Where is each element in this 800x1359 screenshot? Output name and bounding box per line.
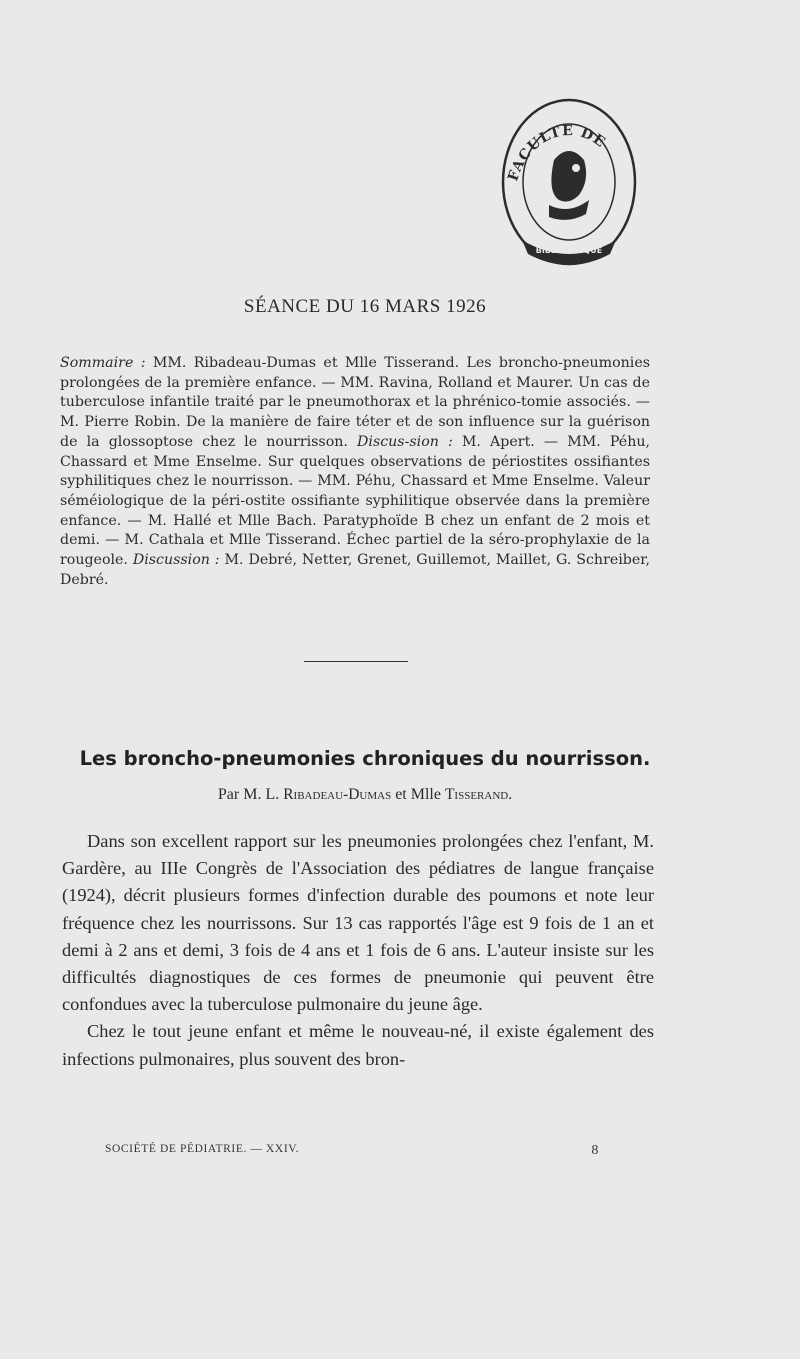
footer-journal: SOCIÉTÉ DE PÉDIATRIE. — XXIV.: [105, 1143, 300, 1155]
page-number: 8: [591, 1143, 599, 1158]
byline-prefix: Par M. L.: [217, 786, 284, 803]
session-heading: SÉANCE DU 16 MARS 1926: [243, 296, 487, 317]
byline-mid: et Mlle: [391, 786, 445, 803]
stamp-band-text: BIBLIOTHEQUE: [535, 246, 603, 255]
summary-text: MM. Ribadeau-Dumas et Mlle Tisserand. Les broncho-pneumonies prolongées de la première enfance. — MM. Ravina, Rolland et Maurer. Un cas de tuberculose infantile traité par le pneumothorax et la phrénico-tomie associés. — M. Pierre Robin. De la manière de faire téter et de son influence sur la guérison de la glossoptose chez le nourrisson.: [60, 355, 650, 450]
summary-text-2: M. Apert. — MM. Péhu, Chassard et Mme Enselme. Sur quelques observations de périostites ossifiantes syphilitiques chez le nourrisson. — MM. Péhu, Chassard et Mme Enselme. Valeur séméiologique de la péri-ostite ossifiante syphilitique observée dans la première enfance. — M. Hallé et Mlle Bach. Paratyphoïde B chez un enfant de 2 mois et demi. — M. Cathala et Mlle Tisserand. Échec partiel de la séro-prophylaxie de la rougeole.: [60, 433, 650, 569]
byline-author-1: Ribadeau-Dumas: [283, 786, 392, 803]
article-byline: [0, 786, 730, 804]
summary-text-3: M. Debré, Netter, Grenet, Guillemot, Maillet, G. Schreiber, Debré.: [60, 552, 650, 588]
article-title: Les broncho-pneumonies chroniques du nourrisson.: [79, 747, 651, 770]
byline-author-2: Tisserand.: [444, 786, 513, 803]
summary-discussion-label-2: Discussion :: [127, 552, 220, 569]
summary-discussion-label: Discus-sion :: [347, 433, 453, 450]
section-divider: [304, 661, 408, 662]
library-stamp: [494, 90, 644, 275]
summary-label: Sommaire :: [60, 355, 146, 371]
article-body: [62, 828, 654, 1073]
body-paragraph-1: Dans son excellent rapport sur les pneumonies prolongées chez l'enfant, M. Gardère, au IIIe Congrès de l'Association des pédiatres de langue française (1924), décrit plusieurs formes d'infection durable des poumons et note leur fréquence chez les nourrissons. Sur 13 cas rapportés l'âge est 9 fois de 1 an et demi à 2 ans et demi, 3 fois de 4 ans et 1 fois de 6 ans. L'auteur insiste sur les difficultés diagnostiques de ces formes de pneumonie qui peuvent être confondues avec la tuberculose pulmonaire du jeune âge.: [62, 831, 654, 1015]
stamp-arc-text: FACULTE DE: [505, 123, 609, 184]
body-paragraph-2: Chez le tout jeune enfant et même le nouveau-né, il existe également des infections pulmonaires, plus souvent des bron-: [62, 1021, 654, 1069]
summary-paragraph: [60, 354, 650, 590]
page-footer: [105, 1143, 599, 1158]
